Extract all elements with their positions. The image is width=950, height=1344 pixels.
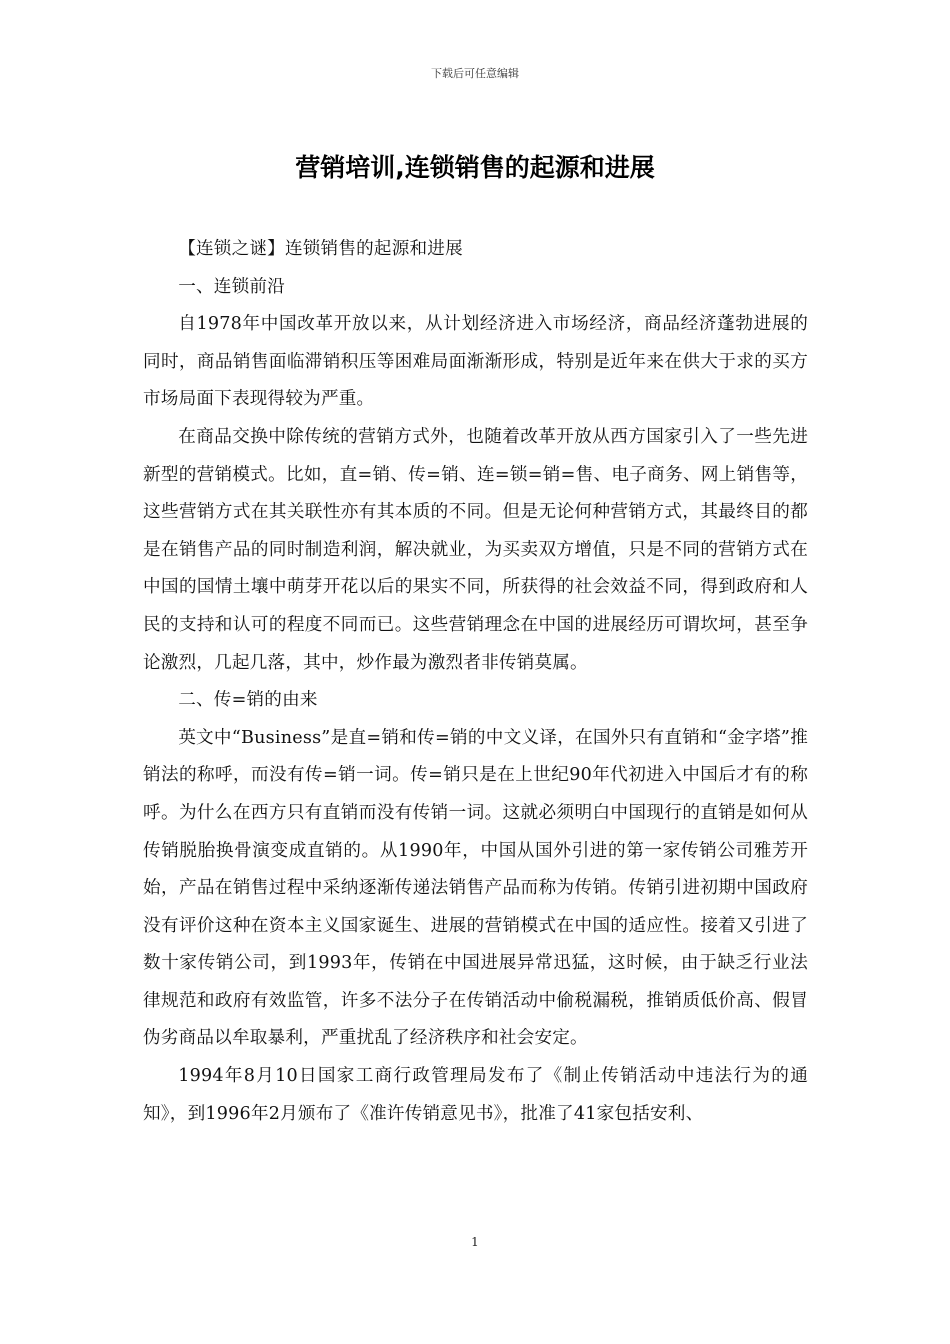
paragraph: 英文中“Business”是直=销和传=销的中文义译，在国外只有直销和“金字塔”推销法的称呼，而没有传=销一词。传=销只是在上世纪90年代初进入中国后才有的称呼。为什么在西方只有直销而没有传销一词。这就必须明白中国现行的直销是如何从传销脱胎换骨演变成直销的。从1990年，中国从国外引进的第一家传销公司雅芳开始，产品在销售过程中采纳逐渐传递法销售产品而称为传销。传销引进初期中国政府没有评价这种在资本主义国家诞生、进展的营销模式在中国的适应性。接着又引进了数十家传销公司，到1993年，传销在中国进展异常迅猛，这时候，由于缺乏行业法律规范和政府有效监管，许多不法分子在传销活动中偷税漏税，推销质低价高、假冒伪劣商品以牟取暴利，严重扰乱了经济秩序和社会安定。 — [143, 727, 808, 1049]
paragraph: 1994年8月10日国家工商行政管理局发布了《制止传销活动中违法行为的通知》，到1996年2月颁布了《准许传销意见书》，批准了41家包括安利、 — [143, 1066, 808, 1124]
document-title: 营销培训,连锁销售的起源和进展 — [295, 153, 655, 182]
document-body — [143, 231, 808, 1133]
paragraph: 在商品交换中除传统的营销方式外，也随着改革开放从西方国家引入了一些先进新型的营销模式。比如，直=销、传=销、连=锁=销=售、电子商务、网上销售等，这些营销方式在其关联性亦有其本质的不同。但是无论何种营销方式，其最终目的都是在销售产品的同时制造利润，解决就业，为买卖双方增值，只是不同的营销方式在中国的国情土壤中萌芽开花以后的果实不同，所获得的社会效益不同，得到政府和人民的支持和认可的程度不同而已。这些营销理念在中国的进展经历可谓坎坷，甚至争论激烈，几起几落，其中，炒作最为激烈者非传销莫属。 — [143, 426, 808, 673]
section-heading: 二、传=销的由来 — [178, 690, 318, 711]
paragraph-heading: 【连锁之谜】连锁销售的起源和进展 — [178, 239, 463, 259]
paragraph: 自1978年中国改革开放以来，从计划经济进入市场经济，商品经济蓬勃进展的同时，商品销售面临滞销积压等困难局面渐渐形成，特别是近年来在供大于求的买方市场局面下表现得较为严重。 — [143, 314, 808, 410]
page-number: 1 — [471, 1235, 479, 1249]
header-note: 下载后可任意编辑 — [431, 67, 519, 80]
section-heading: 一、连锁前沿 — [178, 276, 285, 297]
